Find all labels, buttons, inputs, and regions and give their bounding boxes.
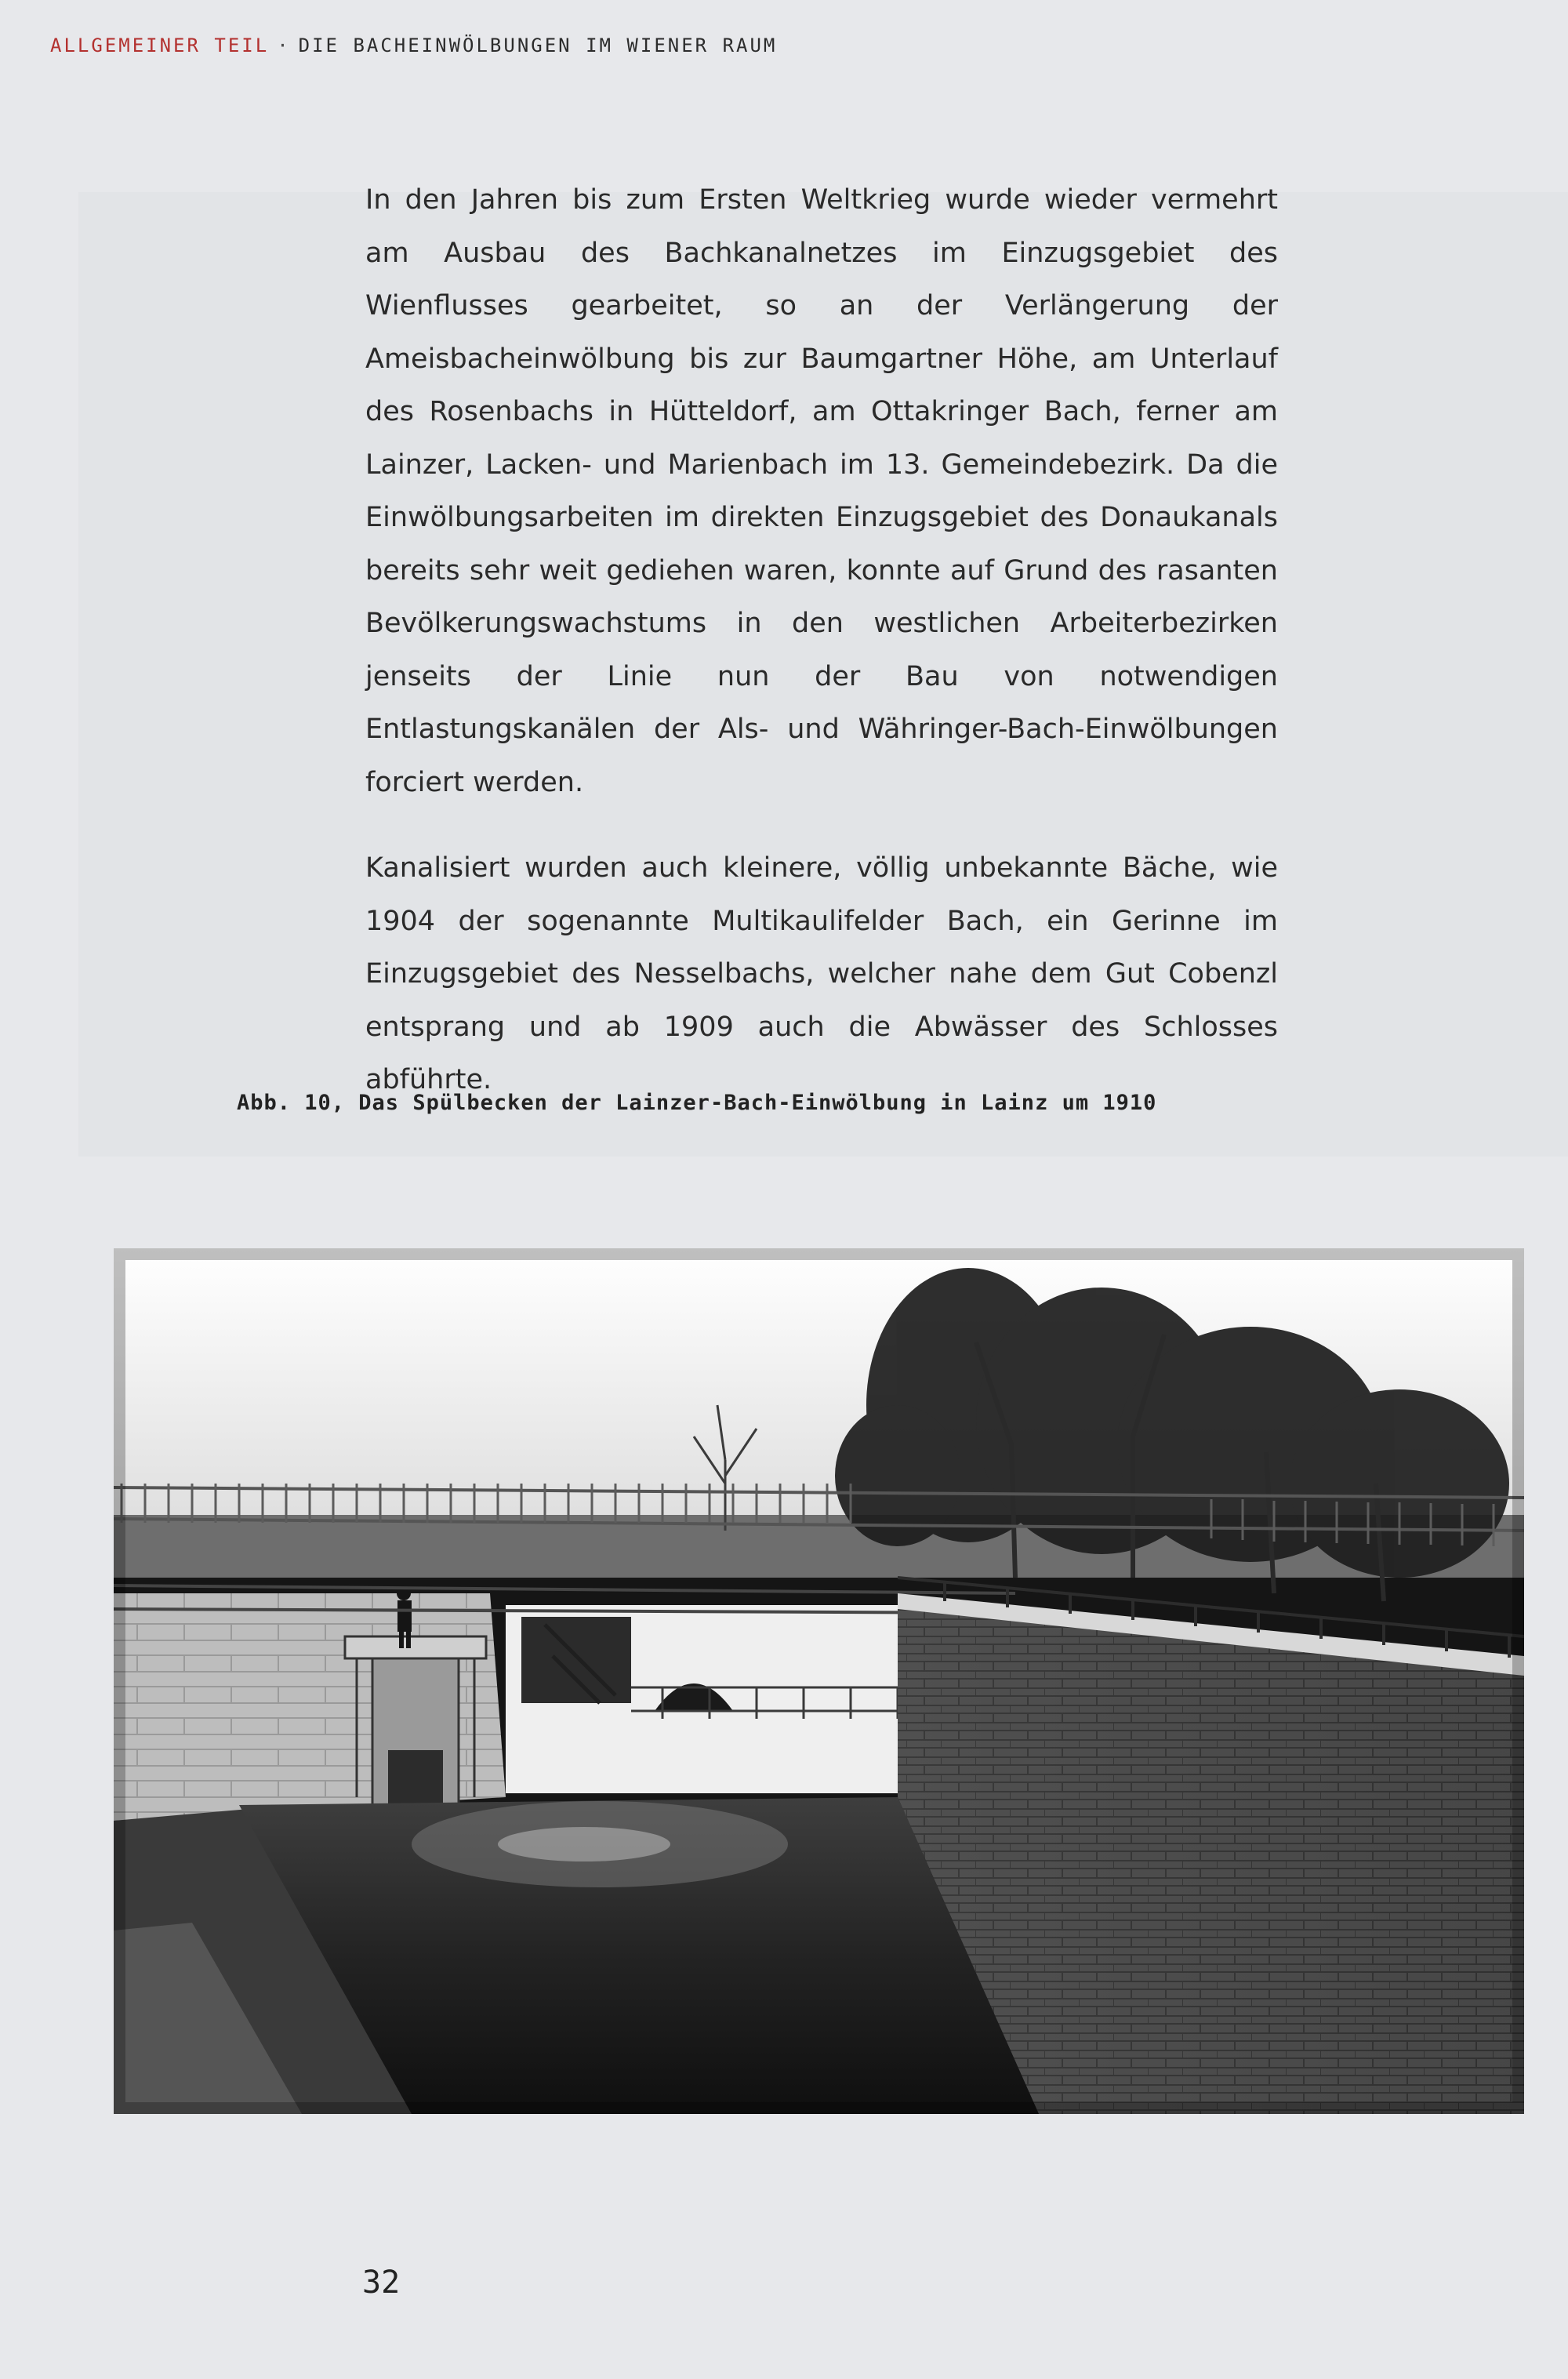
figure-caption: Abb. 10, Das Spülbecken der Lainzer-Bach-Einwölbung in Lainz um 1910 [237,1091,1157,1115]
paragraph-1: In den Jahren bis zum Ersten Weltkrieg wurde wieder vermehrt am Ausbau des Bachkanalnetzes im Einzugsgebiet des Wienflusses gearbeitet, so an der Verlängerung der Ameisbacheinwölbung bis zur Baumgartner Höhe, am Unterlauf des Rosenbachs in Hütteldorf, am Ottakringer Bach, ferner am Lainzer, Lacken- und Marienbach im 13. Gemeindebezirk. Da die Einwölbungsarbeiten im direkten Einzugsgebiet des Donaukanals bereits sehr weit gediehen waren, konnte auf Grund des rasanten Bevölkerungswachstums in den westlichen Arbeiterbezirken jenseits der Linie nun der Bau von notwendigen Entlastungskanälen der Als- und Währinger-Bach-Einwölbungen forciert werden. [365,184,1278,798]
figure-photo [114,1248,1524,2114]
paragraph-2: Kanalisiert wurden auch kleinere, völlig unbekannte Bäche, wie 1904 der sogenannte Multikaulifelder Bach, ein Gerinne im Einzugsgebiet des Nesselbachs, welcher nahe dem Gut Cobenzl entsprang und ab 1909 auch die Abwässer des Schlosses abführte. [365,852,1278,1095]
running-head-separator: · [277,35,291,56]
body-text [365,174,1278,1107]
running-head-part: ALLGEMEINER TEIL [50,35,270,56]
running-head-chapter: DIE BACHEINWÖLBUNGEN IM WIENER RAUM [298,35,778,56]
photo-illustration [114,1248,1524,2114]
running-head [50,35,777,56]
page-number: 32 [362,2265,401,2301]
